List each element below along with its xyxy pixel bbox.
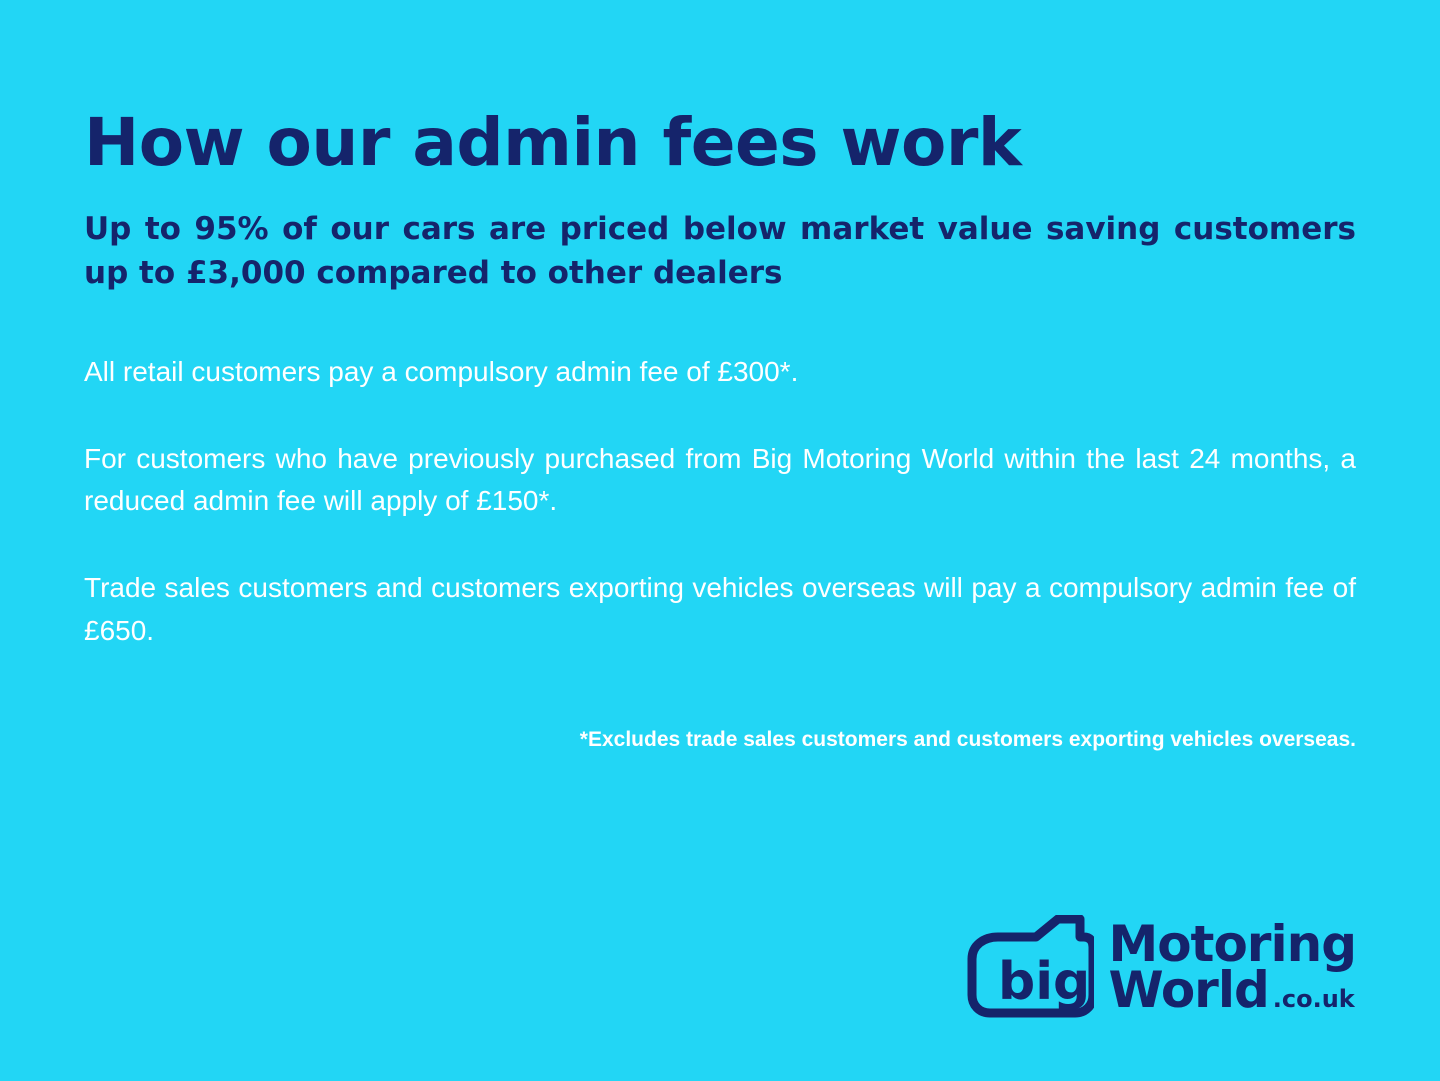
footnote: *Excludes trade sales customers and customers exporting vehicles overseas. — [579, 728, 1356, 752]
paragraph-returning-customer-fee: For customers who have previously purchased from Big Motoring World within the last 24 months, a reduced admin fee will apply of £150*. — [84, 442, 1356, 517]
page-title: How our admin fees work — [84, 104, 1022, 181]
brand-wordmark — [1108, 915, 1356, 1019]
svg-text:big: big — [998, 952, 1091, 1012]
brand-tld: .co.uk — [1272, 985, 1355, 1013]
brand-name-line2: World — [1108, 961, 1269, 1019]
brand-logo — [962, 915, 1356, 1019]
paragraph-trade-export-fee: Trade sales customers and customers exporting vehicles overseas will pay a compulsory admin fee of £650. — [84, 571, 1356, 646]
subheadline: Up to 95% of our cars are priced below market value saving customers up to £3,000 compared to other dealers — [84, 211, 1356, 292]
brand-name-line2-row — [1108, 961, 1356, 1019]
brand-name-line1: Motoring — [1108, 915, 1356, 973]
big-car-icon — [962, 915, 1094, 1019]
paragraph-retail-fee: All retail customers pay a compulsory admin fee of £300*. — [84, 356, 799, 388]
